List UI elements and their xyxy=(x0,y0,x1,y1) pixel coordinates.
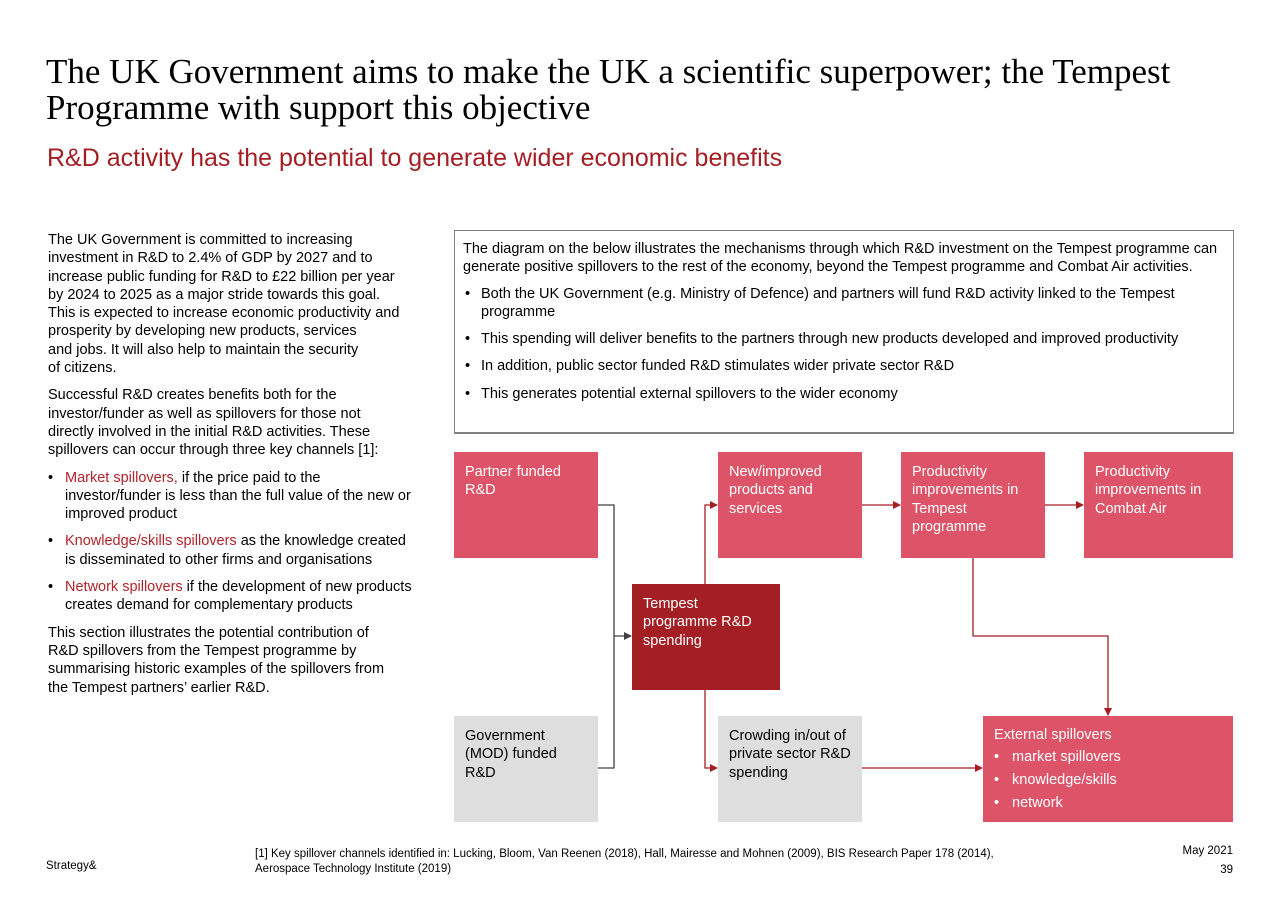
footer-brand: Strategy& xyxy=(46,860,97,872)
summary-line: summarising historic examples of the spillovers from xyxy=(48,661,385,678)
node-productivity-tempest: Productivity improvements in Tempest programme xyxy=(901,452,1045,558)
intro-line: increase public funding for R&D to £22 billion per year xyxy=(48,268,395,285)
channel-market-text: if the price paid to the investor/funder is less than the full value of the new or improved product xyxy=(65,469,411,523)
channel-knowledge-text: as the knowledge created is disseminated to other firms and organisations xyxy=(65,533,406,568)
intro-line: and jobs. It will also help to maintain the security xyxy=(48,341,359,358)
title-line-2: Programme with support this objective xyxy=(46,88,591,127)
info-bullet: • In addition, public sector funded R&D stimulates wider private sector R&D xyxy=(463,357,1225,375)
external-spillovers-list xyxy=(994,746,1222,815)
external-item: • knowledge/skills xyxy=(994,769,1222,792)
spillover-line: investor/funder as well as spillovers for those not xyxy=(48,405,361,422)
node-productivity-combat-air: Productivity improvements in Combat Air xyxy=(1084,452,1233,558)
info-bullet: • This spending will deliver benefits to the partners through new products developed and improved productivity xyxy=(463,330,1225,348)
info-bullet: • This generates potential external spillovers to the wider economy xyxy=(463,385,1225,403)
footnote: [1] Key spillover channels identified in: Lucking, Bloom, Van Reenen (2018), Hall, Mairesse and Mohnen (2009), BIS Research Paper 178 (2014), Aerospace Technology Institute (2019) xyxy=(255,848,994,875)
channel-network-text: if the development of new products creates demand for complementary products xyxy=(65,579,412,614)
channel-network-label: Network spillovers xyxy=(65,579,183,596)
intro-line: of citizens. xyxy=(48,360,117,377)
intro-line: prosperity by developing new products, services xyxy=(48,323,357,340)
page-number: 39 xyxy=(1220,864,1233,876)
spillover-line: spillovers can occur through three key channels [1]: xyxy=(48,442,379,459)
external-spillovers-title: External spillovers xyxy=(994,727,1112,743)
intro-line: by 2024 to 2025 as a major stride towards this goal. xyxy=(48,286,381,303)
intro-line: This is expected to increase economic productivity and xyxy=(48,305,400,322)
connector-tempest-to-products xyxy=(705,505,717,584)
summary-line: the Tempest partners’ earlier R&D. xyxy=(48,679,270,696)
connector-partner-to-tempest xyxy=(598,505,614,768)
info-intro: The diagram on the below illustrates the mechanisms through which R&D investment on the Tempest programme can generate positive spillovers to the rest of the economy, beyond the Tempest programme and Combat Air activities. xyxy=(463,241,1218,276)
summary-line: R&D spillovers from the Tempest programme by xyxy=(48,642,357,659)
summary-line: This section illustrates the potential contribution of xyxy=(48,624,369,641)
external-item: • network xyxy=(994,792,1222,815)
node-tempest-rd-spending: Tempest programme R&D spending xyxy=(632,584,780,690)
connector-tempest-to-crowding xyxy=(705,690,717,768)
external-item: • market spillovers xyxy=(994,746,1222,769)
node-partner-funded-rd: Partner funded R&D xyxy=(454,452,598,558)
intro-line: investment in R&D to 2.4% of GDP by 2027 and to xyxy=(48,250,373,267)
spillover-line: Successful R&D creates benefits both for the xyxy=(48,387,337,404)
channel-knowledge-label: Knowledge/skills spillovers xyxy=(65,533,237,550)
node-government-funded-rd: Government (MOD) funded R&D xyxy=(454,716,598,822)
footer-date-page xyxy=(1182,842,1233,880)
channel-market-label: Market spillovers, xyxy=(65,469,178,486)
connector-productivity-to-external xyxy=(973,558,1108,715)
page-subtitle: R&D activity has the potential to generate wider economic benefits xyxy=(47,144,783,172)
title-line-1: The UK Government aims to make the UK a scientific superpower; the Tempest xyxy=(46,52,1171,91)
footer-date: May 2021 xyxy=(1182,845,1233,857)
node-new-products: New/improved products and services xyxy=(718,452,862,558)
node-crowding-private-rd: Crowding in/out of private sector R&D spending xyxy=(718,716,862,822)
info-bullet: • Both the UK Government (e.g. Ministry of Defence) and partners will fund R&D activity linked to the Tempest programme xyxy=(463,285,1225,322)
spillover-line: directly involved in the initial R&D activities. These xyxy=(48,423,371,440)
intro-line: The UK Government is committed to increasing xyxy=(48,232,353,248)
node-external-spillovers xyxy=(983,716,1233,822)
